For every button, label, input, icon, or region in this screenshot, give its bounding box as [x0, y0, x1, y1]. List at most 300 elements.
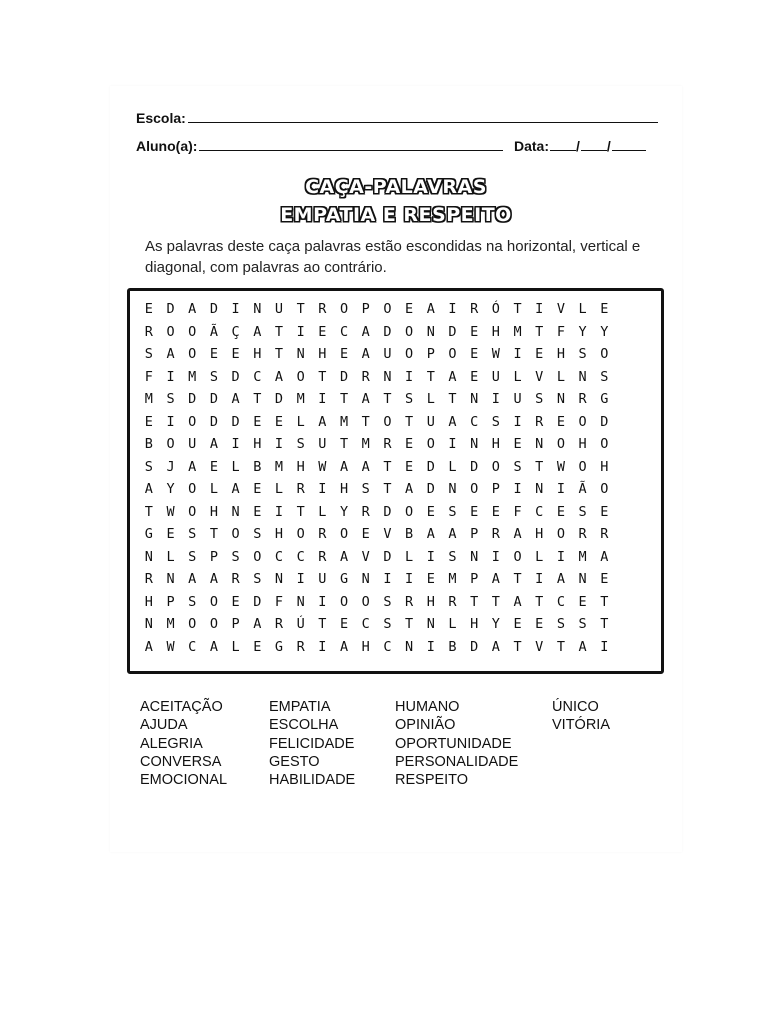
grid-letter[interactable]: T — [361, 413, 370, 430]
grid-letter[interactable]: A — [448, 368, 457, 385]
grid-letter[interactable]: S — [578, 503, 587, 520]
grid-letter[interactable]: F — [274, 593, 284, 610]
grid-letter[interactable]: N — [556, 391, 565, 407]
grid-letter[interactable]: U — [188, 436, 197, 452]
grid-letter[interactable]: T — [339, 391, 349, 407]
grid-letter[interactable]: N — [535, 436, 544, 452]
grid-letter[interactable]: L — [231, 638, 240, 655]
grid-letter[interactable]: E — [470, 346, 479, 362]
grid-letter[interactable]: B — [405, 526, 414, 542]
grid-letter[interactable]: O — [600, 436, 609, 452]
grid-letter[interactable]: R — [535, 413, 544, 430]
grid-letter[interactable]: I — [491, 391, 500, 407]
grid-letter[interactable]: P — [166, 593, 175, 610]
grid-letter[interactable]: I — [513, 413, 522, 430]
grid-letter[interactable]: G — [274, 638, 284, 655]
grid-letter[interactable]: Ã — [209, 323, 218, 340]
grid-letter[interactable]: I — [296, 571, 305, 587]
grid-letter[interactable]: S — [361, 481, 370, 497]
grid-letter[interactable]: O — [383, 413, 392, 430]
grid-letter[interactable]: U — [274, 301, 284, 317]
grid-letter[interactable]: A — [188, 458, 197, 475]
grid-letter[interactable]: L — [556, 368, 565, 385]
grid-letter[interactable]: S — [578, 346, 587, 362]
grid-letter[interactable]: D — [166, 301, 175, 317]
grid-letter[interactable]: T — [513, 301, 522, 317]
grid-letter[interactable]: P — [426, 346, 435, 362]
grid-letter[interactable]: D — [209, 391, 218, 407]
grid-letter[interactable]: N — [296, 593, 305, 610]
grid-letter[interactable]: V — [361, 548, 370, 565]
grid-letter[interactable]: O — [426, 436, 435, 452]
grid-letter[interactable]: R — [405, 593, 414, 610]
grid-letter[interactable]: I — [426, 548, 435, 565]
grid-letter[interactable]: G — [339, 571, 349, 587]
grid-letter[interactable]: O — [296, 368, 305, 385]
grid-letter[interactable]: N — [426, 323, 435, 340]
grid-letter[interactable]: A — [144, 638, 153, 655]
grid-letter[interactable]: L — [231, 458, 240, 475]
grid-letter[interactable]: I — [405, 368, 414, 385]
grid-letter[interactable]: I — [405, 571, 414, 587]
grid-letter[interactable]: I — [513, 481, 522, 497]
grid-letter[interactable]: I — [231, 436, 240, 452]
grid-letter[interactable]: O — [166, 323, 175, 340]
grid-letter[interactable]: D — [448, 323, 457, 340]
grid-letter[interactable]: P — [209, 548, 218, 565]
grid-letter[interactable]: I — [318, 391, 327, 407]
grid-letter[interactable]: A — [513, 526, 522, 542]
grid-letter[interactable]: T — [535, 458, 544, 475]
grid-letter[interactable]: H — [361, 638, 370, 655]
grid-letter[interactable]: A — [209, 571, 218, 587]
grid-letter[interactable]: E — [578, 593, 587, 610]
grid-letter[interactable]: D — [600, 413, 609, 430]
grid-letter[interactable]: I — [318, 638, 327, 655]
grid-letter[interactable]: P — [470, 526, 479, 542]
grid-letter[interactable]: H — [535, 526, 544, 542]
grid-letter[interactable]: O — [405, 503, 414, 520]
grid-letter[interactable]: T — [470, 593, 479, 610]
grid-letter[interactable]: O — [470, 481, 479, 497]
grid-letter[interactable]: D — [470, 638, 479, 655]
grid-letter[interactable]: L — [535, 548, 544, 565]
grid-letter[interactable]: T — [274, 346, 284, 362]
date-day-blank[interactable] — [550, 136, 576, 151]
grid-letter[interactable]: O — [556, 526, 565, 542]
grid-letter[interactable]: R — [578, 391, 587, 407]
grid-letter[interactable]: A — [339, 458, 349, 475]
grid-letter[interactable]: R — [274, 616, 284, 632]
grid-letter[interactable]: T — [274, 323, 284, 340]
grid-letter[interactable]: T — [426, 368, 435, 385]
grid-letter[interactable]: I — [535, 571, 544, 587]
grid-letter[interactable]: A — [578, 638, 587, 655]
grid-letter[interactable]: E — [166, 526, 175, 542]
grid-letter[interactable]: M — [296, 391, 305, 407]
grid-letter[interactable]: A — [361, 346, 370, 362]
grid-letter[interactable]: H — [253, 436, 262, 452]
grid-letter[interactable]: W — [556, 458, 565, 475]
grid-letter[interactable]: R — [318, 548, 327, 565]
grid-letter[interactable]: I — [166, 368, 175, 385]
grid-letter[interactable]: W — [166, 638, 175, 655]
grid-letter[interactable]: I — [448, 436, 457, 452]
grid-letter[interactable]: D — [426, 481, 435, 497]
grid-letter[interactable]: A — [426, 301, 435, 317]
grid-letter[interactable]: E — [209, 458, 218, 475]
grid-letter[interactable]: T — [318, 616, 327, 632]
grid-letter[interactable]: A — [209, 436, 218, 452]
grid-letter[interactable]: D — [231, 368, 240, 385]
grid-letter[interactable]: H — [274, 526, 284, 542]
grid-letter[interactable]: E — [470, 323, 479, 340]
grid-letter[interactable]: T — [296, 503, 305, 520]
grid-letter[interactable]: B — [448, 638, 457, 655]
grid-letter[interactable]: O — [339, 526, 349, 542]
grid-letter[interactable]: D — [253, 593, 262, 610]
grid-letter[interactable]: A — [448, 413, 457, 430]
grid-letter[interactable]: A — [339, 638, 349, 655]
grid-letter[interactable]: N — [296, 346, 305, 362]
grid-letter[interactable]: V — [556, 301, 565, 317]
grid-letter[interactable]: E — [253, 638, 262, 655]
grid-letter[interactable]: O — [361, 593, 370, 610]
grid-letter[interactable]: C — [470, 413, 479, 430]
grid-letter[interactable]: N — [231, 503, 240, 520]
grid-letter[interactable]: B — [144, 436, 153, 452]
grid-letter[interactable]: A — [188, 571, 197, 587]
grid-letter[interactable]: W — [318, 458, 327, 475]
grid-letter[interactable]: M — [166, 616, 175, 632]
grid-letter[interactable]: A — [318, 413, 327, 430]
grid-letter[interactable]: A — [144, 481, 153, 497]
grid-letter[interactable]: O — [405, 323, 414, 340]
grid-letter[interactable]: O — [209, 616, 218, 632]
grid-letter[interactable]: P — [231, 616, 240, 632]
school-blank-line[interactable] — [188, 108, 658, 123]
grid-letter[interactable]: A — [339, 548, 349, 565]
grid-letter[interactable]: I — [318, 481, 327, 497]
grid-letter[interactable]: S — [209, 368, 218, 385]
grid-letter[interactable]: M — [339, 413, 349, 430]
grid-letter[interactable]: S — [383, 616, 392, 632]
grid-letter[interactable]: W — [491, 346, 500, 362]
grid-letter[interactable]: O — [188, 346, 197, 362]
grid-letter[interactable]: H — [209, 503, 218, 520]
grid-letter[interactable]: C — [274, 548, 284, 565]
grid-letter[interactable]: S — [535, 391, 544, 407]
grid-letter[interactable]: O — [188, 323, 197, 340]
grid-letter[interactable]: E — [513, 436, 522, 452]
grid-letter[interactable]: E — [253, 413, 262, 430]
grid-letter[interactable]: Y — [600, 323, 609, 340]
grid-letter[interactable]: T — [535, 323, 544, 340]
grid-letter[interactable]: C — [556, 593, 565, 610]
grid-letter[interactable]: I — [426, 638, 435, 655]
grid-letter[interactable]: O — [556, 436, 565, 452]
grid-letter[interactable]: E — [470, 503, 479, 520]
grid-letter[interactable]: S — [253, 526, 262, 542]
grid-letter[interactable]: A — [361, 323, 370, 340]
grid-letter[interactable]: E — [361, 526, 370, 542]
grid-letter[interactable]: D — [383, 503, 392, 520]
grid-letter[interactable]: S — [144, 458, 153, 475]
grid-letter[interactable]: T — [209, 526, 218, 542]
grid-letter[interactable]: O — [231, 526, 240, 542]
grid-letter[interactable]: Ç — [231, 323, 240, 340]
grid-letter[interactable]: E — [253, 481, 262, 497]
grid-letter[interactable]: N — [144, 616, 153, 632]
grid-letter[interactable]: N — [274, 571, 284, 587]
grid-letter[interactable]: O — [166, 436, 175, 452]
grid-letter[interactable]: M — [274, 458, 284, 475]
grid-letter[interactable]: F — [513, 503, 522, 520]
grid-letter[interactable]: I — [491, 548, 500, 565]
grid-letter[interactable]: T — [600, 593, 609, 610]
grid-letter[interactable]: Y — [166, 481, 175, 497]
grid-letter[interactable]: H — [556, 346, 565, 362]
grid-letter[interactable]: D — [383, 323, 392, 340]
grid-letter[interactable]: S — [578, 616, 587, 632]
grid-letter[interactable]: O — [188, 481, 197, 497]
grid-letter[interactable]: N — [383, 368, 392, 385]
grid-letter[interactable]: C — [339, 323, 349, 340]
grid-letter[interactable]: I — [600, 638, 609, 655]
grid-letter[interactable]: A — [209, 638, 218, 655]
grid-letter[interactable]: S — [405, 391, 414, 407]
grid-letter[interactable]: H — [491, 323, 500, 340]
grid-letter[interactable]: S — [600, 368, 609, 385]
grid-letter[interactable]: A — [361, 458, 370, 475]
grid-letter[interactable]: S — [188, 526, 197, 542]
grid-letter[interactable]: N — [470, 391, 479, 407]
grid-letter[interactable]: O — [491, 458, 500, 475]
grid-letter[interactable]: E — [535, 346, 544, 362]
grid-letter[interactable]: O — [405, 346, 414, 362]
grid-letter[interactable]: T — [405, 413, 414, 430]
grid-letter[interactable]: O — [600, 346, 609, 362]
grid-letter[interactable]: S — [491, 413, 500, 430]
grid-letter[interactable]: M — [188, 368, 197, 385]
grid-letter[interactable]: I — [556, 481, 565, 497]
grid-letter[interactable]: I — [383, 571, 392, 587]
grid-letter[interactable]: A — [491, 638, 500, 655]
grid-letter[interactable]: A — [188, 301, 197, 317]
grid-letter[interactable]: U — [318, 436, 327, 452]
grid-letter[interactable]: U — [383, 346, 392, 362]
grid-letter[interactable]: F — [144, 368, 153, 385]
grid-letter[interactable]: S — [166, 391, 175, 407]
grid-letter[interactable]: H — [296, 458, 305, 475]
grid-letter[interactable]: S — [231, 548, 240, 565]
grid-letter[interactable]: A — [274, 368, 284, 385]
grid-letter[interactable]: D — [470, 458, 479, 475]
grid-letter[interactable]: N — [405, 638, 414, 655]
grid-letter[interactable]: R — [361, 503, 370, 520]
grid-letter[interactable]: L — [166, 548, 175, 565]
grid-letter[interactable]: L — [274, 481, 284, 497]
grid-letter[interactable]: F — [556, 323, 565, 340]
grid-letter[interactable]: D — [383, 548, 392, 565]
grid-letter[interactable]: Y — [491, 616, 500, 632]
grid-letter[interactable]: T — [491, 593, 500, 610]
grid-letter[interactable]: N — [578, 571, 587, 587]
grid-letter[interactable]: T — [405, 616, 414, 632]
grid-letter[interactable]: E — [231, 593, 240, 610]
grid-letter[interactable]: A — [513, 593, 522, 610]
grid-letter[interactable]: E — [556, 503, 565, 520]
grid-letter[interactable]: H — [339, 481, 349, 497]
grid-letter[interactable]: A — [361, 391, 370, 407]
grid-letter[interactable]: H — [318, 346, 327, 362]
grid-letter[interactable]: A — [231, 391, 240, 407]
grid-letter[interactable]: H — [470, 616, 479, 632]
grid-letter[interactable]: Ã — [578, 481, 587, 497]
grid-letter[interactable]: E — [405, 301, 414, 317]
grid-letter[interactable]: H — [578, 436, 587, 452]
grid-letter[interactable]: N — [578, 368, 587, 385]
grid-letter[interactable]: R — [361, 368, 370, 385]
grid-letter[interactable]: J — [166, 458, 175, 475]
grid-letter[interactable]: C — [253, 368, 262, 385]
grid-letter[interactable]: R — [448, 593, 457, 610]
grid-letter[interactable]: T — [253, 391, 262, 407]
grid-letter[interactable]: M — [144, 391, 153, 407]
grid-letter[interactable]: E — [535, 616, 544, 632]
grid-letter[interactable]: R — [491, 526, 500, 542]
grid-letter[interactable]: S — [513, 458, 522, 475]
grid-letter[interactable]: S — [448, 548, 457, 565]
grid-letter[interactable]: M — [513, 323, 522, 340]
grid-letter[interactable]: H — [491, 436, 500, 452]
grid-letter[interactable]: C — [361, 616, 370, 632]
grid-letter[interactable]: E — [405, 458, 414, 475]
grid-letter[interactable]: R — [600, 526, 609, 542]
grid-letter[interactable]: A — [253, 323, 262, 340]
grid-letter[interactable]: T — [383, 481, 392, 497]
grid-letter[interactable]: R — [318, 526, 327, 542]
grid-letter[interactable]: I — [318, 593, 327, 610]
grid-letter[interactable]: O — [339, 593, 349, 610]
grid-letter[interactable]: O — [188, 413, 197, 430]
grid-letter[interactable]: T — [513, 638, 522, 655]
grid-letter[interactable]: U — [426, 413, 435, 430]
grid-letter[interactable]: N — [535, 481, 544, 497]
grid-letter[interactable]: O — [578, 413, 587, 430]
grid-letter[interactable]: O — [600, 481, 609, 497]
grid-letter[interactable]: P — [361, 301, 370, 317]
grid-letter[interactable]: R — [578, 526, 587, 542]
grid-letter[interactable]: S — [188, 593, 197, 610]
grid-letter[interactable]: A — [556, 571, 565, 587]
grid-letter[interactable]: N — [426, 616, 435, 632]
grid-letter[interactable]: O — [578, 458, 587, 475]
grid-letter[interactable]: R — [470, 301, 479, 317]
grid-letter[interactable]: A — [231, 481, 240, 497]
grid-letter[interactable]: T — [600, 616, 609, 632]
grid-letter[interactable]: U — [318, 571, 327, 587]
grid-letter[interactable]: A — [405, 481, 414, 497]
grid-letter[interactable]: T — [144, 503, 153, 520]
grid-letter[interactable]: B — [253, 458, 262, 475]
grid-letter[interactable]: Y — [578, 323, 587, 340]
grid-letter[interactable]: R — [296, 638, 305, 655]
grid-letter[interactable]: T — [383, 391, 392, 407]
grid-letter[interactable]: E — [600, 571, 609, 587]
grid-letter[interactable]: H — [600, 458, 609, 475]
grid-letter[interactable]: E — [556, 413, 565, 430]
grid-letter[interactable]: O — [188, 503, 197, 520]
grid-letter[interactable]: A — [253, 616, 262, 632]
grid-letter[interactable]: R — [296, 481, 305, 497]
grid-letter[interactable]: I — [296, 323, 305, 340]
grid-letter[interactable]: G — [600, 391, 609, 407]
grid-letter[interactable]: P — [491, 481, 500, 497]
grid-letter[interactable]: N — [253, 301, 262, 317]
grid-letter[interactable]: Y — [339, 503, 349, 520]
grid-letter[interactable]: O — [513, 548, 522, 565]
grid-letter[interactable]: L — [405, 548, 414, 565]
grid-letter[interactable]: R — [144, 571, 153, 587]
grid-letter[interactable]: R — [144, 323, 153, 340]
grid-letter[interactable]: S — [253, 571, 262, 587]
grid-letter[interactable]: D — [209, 301, 218, 317]
grid-letter[interactable]: D — [274, 391, 284, 407]
grid-letter[interactable]: L — [426, 391, 435, 407]
grid-letter[interactable]: E — [274, 413, 284, 430]
grid-letter[interactable]: L — [318, 503, 327, 520]
grid-letter[interactable]: L — [448, 616, 457, 632]
grid-letter[interactable]: E — [144, 413, 153, 430]
grid-letter[interactable]: A — [426, 526, 435, 542]
grid-letter[interactable]: N — [144, 548, 153, 565]
grid-letter[interactable]: Ú — [296, 616, 305, 632]
grid-letter[interactable]: A — [166, 346, 175, 362]
grid-letter[interactable]: T — [448, 391, 457, 407]
grid-letter[interactable]: O — [253, 548, 262, 565]
grid-letter[interactable]: T — [556, 638, 565, 655]
grid-letter[interactable]: L — [578, 301, 587, 317]
grid-letter[interactable]: E — [600, 301, 609, 317]
grid-letter[interactable]: R — [231, 571, 240, 587]
grid-letter[interactable]: N — [361, 571, 370, 587]
grid-letter[interactable]: I — [556, 548, 565, 565]
grid-letter[interactable]: I — [231, 301, 240, 317]
grid-letter[interactable]: E — [513, 616, 522, 632]
grid-letter[interactable]: D — [339, 368, 349, 385]
grid-letter[interactable]: M — [361, 436, 370, 452]
grid-letter[interactable]: O — [296, 526, 305, 542]
grid-letter[interactable]: A — [448, 526, 457, 542]
grid-letter[interactable]: E — [426, 503, 435, 520]
grid-letter[interactable]: O — [188, 616, 197, 632]
grid-letter[interactable]: D — [188, 391, 197, 407]
grid-letter[interactable]: E — [231, 346, 240, 362]
grid-letter[interactable]: R — [383, 436, 392, 452]
grid-letter[interactable]: D — [426, 458, 435, 475]
grid-letter[interactable]: N — [470, 548, 479, 565]
grid-letter[interactable]: E — [209, 346, 218, 362]
grid-letter[interactable]: E — [405, 436, 414, 452]
student-blank-line[interactable] — [199, 136, 503, 151]
grid-letter[interactable]: I — [448, 301, 457, 317]
grid-letter[interactable]: N — [166, 571, 175, 587]
grid-letter[interactable]: T — [513, 571, 522, 587]
date-year-blank[interactable] — [612, 136, 646, 151]
grid-letter[interactable]: I — [513, 346, 522, 362]
grid-letter[interactable]: C — [296, 548, 305, 565]
